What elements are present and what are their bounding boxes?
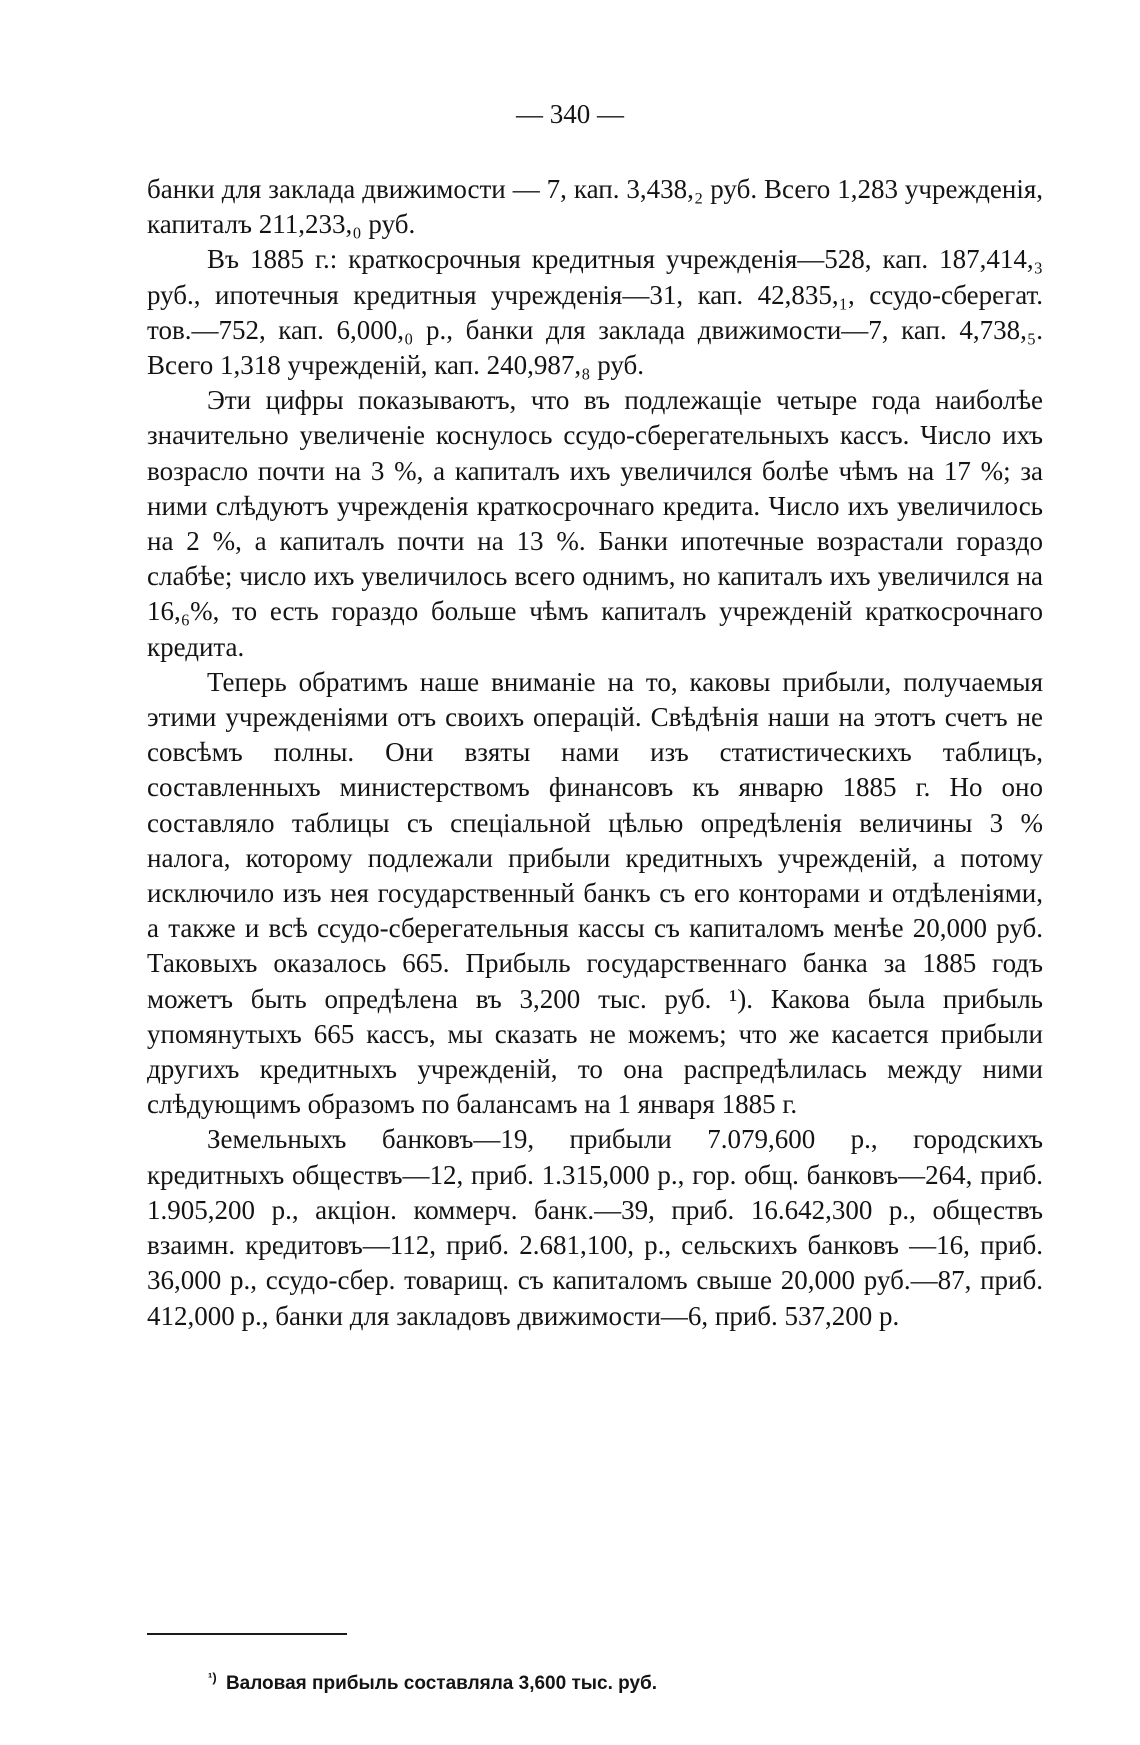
paragraph-2: Въ 1885 г.: краткосрочныя кредитныя учрежденія—528, кап. 187,414,₃ руб., ипотечныя кредитныя учрежденія—31, кап. 42,835,₁, ссудо-сберегат. тов.—752, кап. 6,000,₀ р., банки для заклада движимости—7, кап. 4,738,₅. Всего 1,318 учрежденій, кап. 240,987,₈ руб. (147, 244, 1043, 381)
footnote-divider (147, 1633, 347, 1635)
footnote-mark: ¹) (208, 1669, 217, 1685)
paragraph-5: Земельныхъ банковъ—19, прибыли 7.079,600 р., городскихъ кредитныхъ обществъ—12, приб. 1.315,000 р., гор. общ. банковъ—264, приб. 1.905,200 р., акціон. коммерч. банк.—39, приб. 16.642,300 р., обществъ взаимн. кредитовъ—112, приб. 2.681,100, р., сельскихъ банковъ —16, приб. 36,000 р., ссудо-сбер. товарищ. съ капиталомъ свыше 20,000 руб.—87, приб. 412,000 р., банки для закладовъ движимости—6, приб. 537,200 р. (147, 1124, 1043, 1331)
paragraph-4: Теперь обратимъ наше вниманіе на то, каковы прибыли, получаемыя этими учрежденіями отъ своихъ операцій. Свѣдѣнія наши на этотъ счетъ не совсѣмъ полны. Они взяты нами изъ статистическихъ таблицъ, составленныхъ министерствомъ финансовъ къ январю 1885 г. Но оно составляло таблицы съ спеціальной цѣлью опредѣленія величины 3 % налога, которому подлежали прибыли кредитныхъ учрежденій, а потому исключило изъ нея государственный банкъ съ его конторами и отдѣленіями, а также и всѣ ссудо-сберегательныя кассы съ капиталомъ менѣе 20,000 руб. Таковыхъ оказалось 665. Прибыль государственнаго банка за 1885 годъ можетъ быть опредѣлена въ 3,200 тыс. руб. ¹). Какова была прибыль упомянутыхъ 665 кассъ, мы сказать не можемъ; что же касается прибыли другихъ кредитныхъ учрежденій, то она распредѣлилась между ними слѣдующимъ образомъ по балансамъ на 1 января 1885 г. (147, 666, 1043, 1120)
paragraph-3: Эти цифры показываютъ, что въ подлежащіе четыре года наиболѣе значительно увеличеніе коснулось ссудо-сберегательныхъ кассъ. Число ихъ возрасло почти на 3 %, а капиталъ ихъ увеличился болѣе чѣмъ на 17 %; за ними слѣдуютъ учрежденія краткосрочнаго кредита. Число ихъ увеличилось на 2 %, а капиталъ почти на 13 %. Банки ипотечные возрастали гораздо слабѣе; число ихъ увеличилось всего однимъ, но капиталъ ихъ увеличился на 16,₆%, то есть гораздо больше чѣмъ капиталъ учрежденій краткосрочнаго кредита. (147, 385, 1043, 662)
body-text (147, 172, 1043, 1334)
footnote-text: Валовая прибыль составляла 3,600 тыс. руб. (225, 1673, 658, 1694)
paragraph-1: банки для заклада движимости — 7, кап. 3,438,₂ руб. Всего 1,283 учрежденія, капиталъ 211,233,₀ руб. (147, 174, 1043, 240)
footnote (208, 1669, 1043, 1696)
page-number: — 340 — (516, 99, 624, 129)
